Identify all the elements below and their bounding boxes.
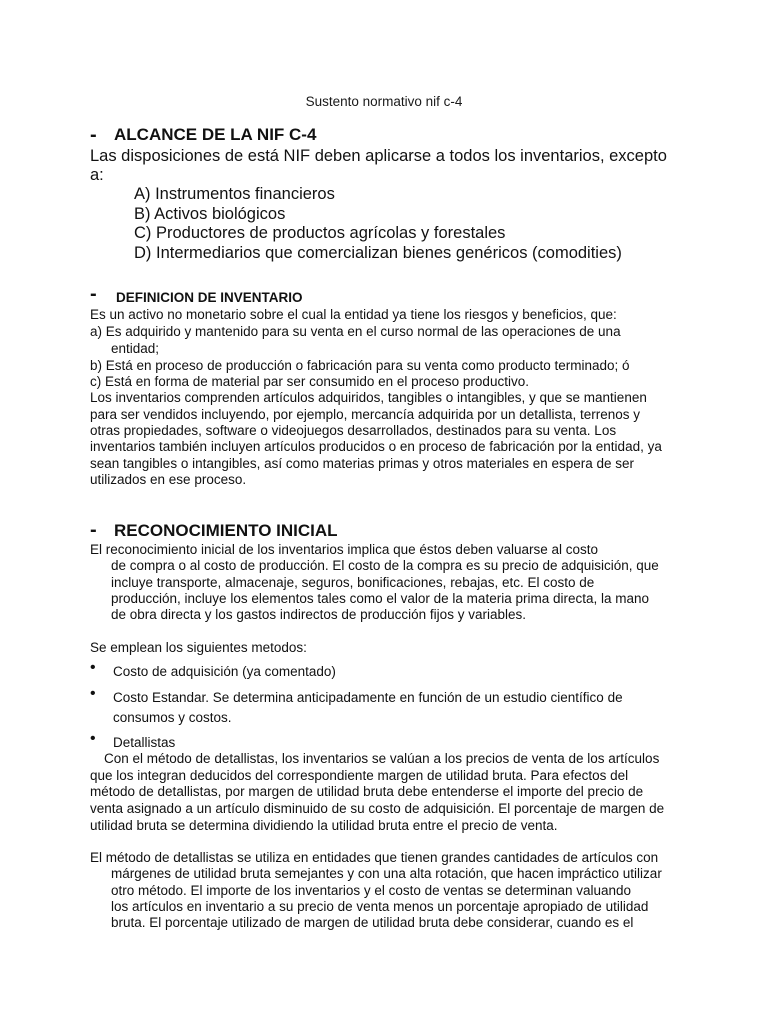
paragraph-line: El método de detallistas se utiliza en entidades que tienen grandes cantidades de artículos con — [90, 850, 659, 865]
paragraph-line: Es un activo no monetario sobre el cual la entidad ya tiene los riesgos y beneficios, que: — [90, 307, 617, 322]
paragraph-line: venta asignado a un artículo disminuido de su costo de adquisición. El porcentaje de margen de — [90, 801, 665, 816]
paragraph-line: entidad; — [111, 341, 160, 356]
paragraph-line: Con el método de detallistas, los inventarios se valúan a los precios de venta de los artículos — [104, 751, 660, 766]
section-dash: - — [90, 283, 97, 305]
bullet-item-continuation: consumos y costos. — [113, 710, 232, 725]
paragraph-line: que los integran deducidos del correspondiente margen de utilidad bruta. Para efectos del — [90, 768, 629, 783]
paragraph-line: de compra o al costo de producción. El costo de la compra es su precio de adquisición, que — [111, 558, 659, 573]
section-heading-definicion: DEFINICION DE INVENTARIO — [116, 290, 303, 305]
paragraph-line: Los inventarios comprenden artículos adquiridos, tangibles o intangibles, y que se mantienen — [90, 390, 647, 405]
paragraph-line: márgenes de utilidad bruta semejantes y con una alta rotación, que hacen impráctico utilizar — [111, 866, 662, 881]
bullet-glyph: • — [90, 685, 96, 702]
section-dash: - — [90, 519, 97, 541]
paragraph-line: para ser vendidos incluyendo, por ejemplo, mercancía adquirida por un detallista, terrenos y — [90, 407, 641, 422]
paragraph-line: método de detallistas, por margen de utilidad bruta debe entenderse el importe del precio de — [90, 784, 644, 799]
section-heading-reconocimiento: RECONOCIMIENTO INICIAL — [114, 521, 338, 540]
paragraph-line: sean tangibles o intangibles, así como materias primas y otros materiales en espera de ser — [90, 456, 635, 471]
document-title: Sustento normativo nif c-4 — [305, 94, 463, 109]
paragraph-line: utilizados en ese proceso. — [90, 472, 247, 487]
bullet-item: Detallistas — [113, 735, 176, 750]
paragraph-line: producción, incluye los elementos tales como el valor de la materia prima directa, la mano — [111, 591, 650, 606]
paragraph-line: otro método. El importe de los inventarios y el costo de ventas se determinan valuando — [111, 883, 632, 898]
bullet-glyph: • — [90, 730, 96, 747]
paragraph-line: los artículos en inventario a su precio de venta menos un porcentaje apropiado de utilidad — [111, 899, 649, 914]
paragraph-line: incluye transporte, almacenaje, seguros, bonificaciones, rebajas, etc. El costo de — [111, 575, 595, 590]
section-heading-alcance: ALCANCE DE LA NIF C-4 — [114, 125, 317, 144]
paragraph-line: utilidad bruta se determina dividiendo la utilidad bruta entre el precio de venta. — [90, 818, 558, 833]
bullet-glyph: • — [90, 659, 96, 676]
list-item: B) Activos biológicos — [134, 205, 286, 223]
list-item: D) Intermediarios que comercializan bienes genéricos (comodities) — [134, 244, 622, 262]
paragraph-line: El reconocimiento inicial de los inventarios implica que éstos deben valuarse al costo — [90, 542, 599, 557]
paragraph-line: a) Es adquirido y mantenido para su venta en el curso normal de las operaciones de una — [90, 324, 621, 339]
paragraph-line: de obra directa y los gastos indirectos de producción fijos y variables. — [111, 607, 526, 622]
paragraph-line: a: — [90, 166, 104, 184]
list-item: A) Instrumentos financieros — [134, 185, 335, 203]
paragraph-line: Las disposiciones de está NIF deben aplicarse a todos los inventarios, excepto — [90, 147, 667, 165]
section-dash: - — [90, 124, 97, 146]
paragraph-line: c) Está en forma de material par ser consumido en el proceso productivo. — [90, 374, 529, 389]
list-item: C) Productores de productos agrícolas y forestales — [134, 224, 506, 242]
paragraph-line: inventarios también incluyen artículos producidos o en proceso de fabricación por la entidad, ya — [90, 439, 662, 454]
bullet-item: Costo Estandar. Se determina anticipadamente en función de un estudio científico de — [113, 690, 623, 705]
methods-intro: Se emplean los siguientes metodos: — [90, 640, 307, 655]
paragraph-line: b) Está en proceso de producción o fabricación para su venta como producto terminado; ó — [90, 358, 630, 373]
paragraph-line: bruta. El porcentaje utilizado de margen de utilidad bruta debe considerar, cuando es el — [111, 915, 634, 930]
bullet-item: Costo de adquisición (ya comentado) — [113, 664, 336, 679]
paragraph-line: otras propiedades, software o videojuegos desarrollados, destinados para su venta. Los — [90, 423, 617, 438]
